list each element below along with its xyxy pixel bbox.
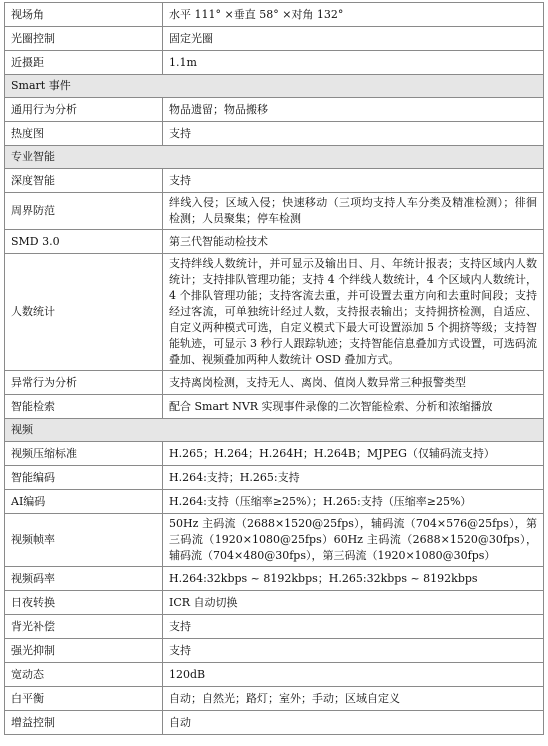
spec-row [5, 51, 544, 75]
spec-label: 日夜转换 [5, 591, 163, 615]
spec-row [5, 193, 544, 230]
spec-label: 增益控制 [5, 711, 163, 735]
spec-value: 120dB [163, 663, 544, 687]
spec-row [5, 639, 544, 663]
spec-value: H.264:支持（压缩率≥25%）；H.265:支持（压缩率≥25%） [163, 490, 544, 514]
spec-value: 支持离岗检测，支持无人、离岗、值岗人数异常三种报警类型 [163, 371, 544, 395]
spec-row [5, 27, 544, 51]
spec-label: 光圈控制 [5, 27, 163, 51]
spec-label: 通用行为分析 [5, 98, 163, 122]
spec-label: AI编码 [5, 490, 163, 514]
spec-value: 支持 [163, 615, 544, 639]
spec-label: 背光补偿 [5, 615, 163, 639]
spec-label: 强光抑制 [5, 639, 163, 663]
spec-label: SMD 3.0 [5, 230, 163, 254]
spec-row [5, 122, 544, 146]
section-header-row [5, 75, 544, 98]
spec-row [5, 98, 544, 122]
spec-label: 深度智能 [5, 169, 163, 193]
spec-row [5, 514, 544, 567]
spec-table-body [5, 3, 544, 735]
spec-value: 水平 111° ×垂直 58° ×对角 132° [163, 3, 544, 27]
spec-table [4, 2, 544, 735]
spec-label: 视频码率 [5, 567, 163, 591]
spec-value: 自动；自然光；路灯；室外；手动；区域自定义 [163, 687, 544, 711]
spec-row [5, 169, 544, 193]
spec-row [5, 442, 544, 466]
spec-value: 绊线入侵；区域入侵；快速移动（三项均支持人车分类及精准检测）；徘徊检测；人员聚集；停车检测 [163, 193, 544, 230]
spec-label: 视频帧率 [5, 514, 163, 567]
spec-row [5, 371, 544, 395]
spec-row [5, 230, 544, 254]
spec-label: 近摄距 [5, 51, 163, 75]
spec-value: 1.1m [163, 51, 544, 75]
spec-value: 支持 [163, 639, 544, 663]
spec-value: ICR 自动切换 [163, 591, 544, 615]
spec-row [5, 395, 544, 419]
spec-value: 配合 Smart NVR 实现事件录像的二次智能检索、分析和浓缩播放 [163, 395, 544, 419]
spec-value: 第三代智能动检技术 [163, 230, 544, 254]
spec-value: 支持绊线人数统计，并可显示及输出日、月、年统计报表；支持区域内人数统计；支持排队管理功能；支持 4 个绊线人数统计，4 个区域内人数统计，4 个排队管理功能；支持客流去重，并可设置去重方向和去重时间段；支持经过客流，可单独统计经过人数，支持报表输出；支持拥挤检测，自适应、自定义两种模式可选，自定义模式下最大可设置添加 5 个拥挤等级；支持智能轨迹，可显示 3 秒行人跟踪轨迹；支持智能信息叠加方式设置，可选码流叠加、视频叠加两种人数统计 OSD 叠加方式。 [163, 254, 544, 371]
section-header-row [5, 419, 544, 442]
spec-row [5, 711, 544, 735]
spec-row [5, 254, 544, 371]
spec-row [5, 663, 544, 687]
spec-row [5, 615, 544, 639]
spec-value: 固定光圈 [163, 27, 544, 51]
spec-row [5, 3, 544, 27]
spec-row [5, 567, 544, 591]
spec-row [5, 687, 544, 711]
spec-value: 支持 [163, 122, 544, 146]
section-header-row [5, 146, 544, 169]
spec-row [5, 490, 544, 514]
spec-label: 视频压缩标准 [5, 442, 163, 466]
spec-row [5, 466, 544, 490]
spec-label: 智能编码 [5, 466, 163, 490]
spec-label: 人数统计 [5, 254, 163, 371]
spec-value: 50Hz 主码流（2688×1520@25fps），辅码流（704×576@25fps），第三码流（1920×1080@25fps）60Hz 主码流（2688×1520@30fps），辅码流（704×480@30fps），第三码流（1920×1080@30fps） [163, 514, 544, 567]
spec-label: 热度图 [5, 122, 163, 146]
spec-label: 宽动态 [5, 663, 163, 687]
spec-value: 自动 [163, 711, 544, 735]
spec-label: 异常行为分析 [5, 371, 163, 395]
spec-label: 视场角 [5, 3, 163, 27]
spec-row [5, 591, 544, 615]
spec-value: 物品遗留；物品搬移 [163, 98, 544, 122]
section-title: 视频 [5, 419, 544, 442]
spec-value: H.265；H.264；H.264H；H.264B；MJPEG（仅辅码流支持） [163, 442, 544, 466]
spec-value: H.264:32kbps ~ 8192kbps；H.265:32kbps ~ 8192kbps [163, 567, 544, 591]
section-title: Smart 事件 [5, 75, 544, 98]
spec-label: 白平衡 [5, 687, 163, 711]
spec-label: 智能检索 [5, 395, 163, 419]
spec-value: 支持 [163, 169, 544, 193]
section-title: 专业智能 [5, 146, 544, 169]
spec-value: H.264:支持；H.265:支持 [163, 466, 544, 490]
spec-label: 周界防范 [5, 193, 163, 230]
